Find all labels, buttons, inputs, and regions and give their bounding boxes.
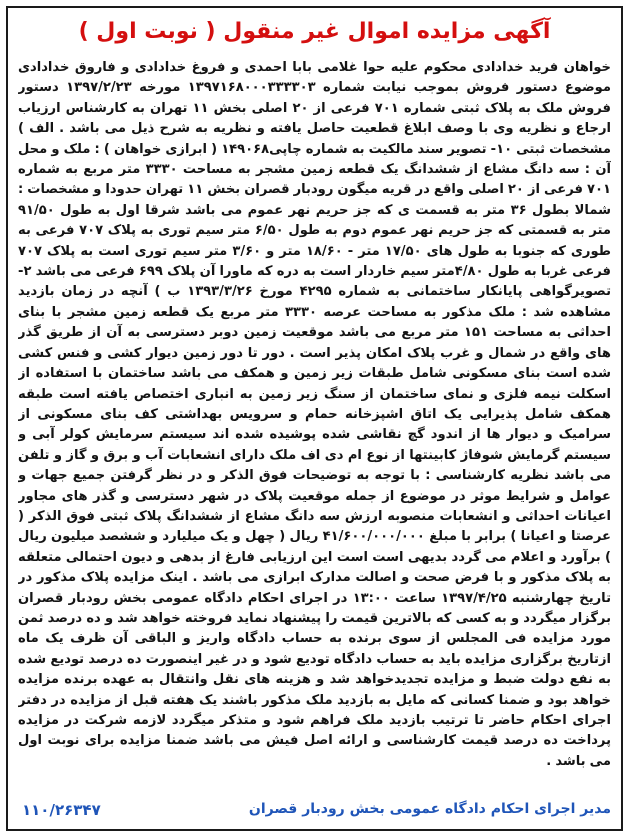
notice-frame <box>6 6 623 831</box>
reference-number: ۱۱۰/۲۶۳۴۷ <box>22 801 101 819</box>
notice-title: آگهی مزایده اموال غیر منقول ( نوبت اول ) <box>78 19 551 44</box>
notice-body: خواهان فرید خدادادی محکوم علیه حوا غلامی بابا احمدی و فروغ خدادادی و فاروق خدادادی موضوع دستور فروش بموجب نیابت شماره ۱۳۹۷۱۶۸۰۰۰۳۳۳۳۰۳ مورخه ۱۳۹۷/۲/۲۳ دستور فروش ملک به پلاک ثبتی شماره ۷۰۱ فرعی از ۲۰ اصلی بخش ۱۱ تهران به کارشناس ارزیاب ارجاع و نظریه وی با وصف ابلاغ قطعیت حاصل یافته و نظریه به شرح ذیل می باشد . الف ) مشخصات ثبتی ۱۰- تصویر سند مالکیت به شماره چاپی۱۴۹۰۶۸ ( ابرازی خواهان ) : ملک و محل آن : سه دانگ مشاع از ششدانگ یک قطعه زمین مشجر به مساحت ۳۳۳۰ متر مربع به شماره ۷۰۱ فرعی از ۲۰ اصلی واقع در قریه میگون رودبار قصران بخش ۱۱ تهران حدودا و مشخصات : شمالا بطول ۳۶ متر به قسمت ی که جز حریم نهر عموم می باشد شرقا اول به طول ۹۱/۵۰ متر به قسمتی که جز حریم نهر عموم دوم به طول ۶/۵۰ متر سیم توری به پلاک ۷۰۷ فرعی به طوری که جنوبا به طول های ۱۷/۵۰ متر - ۱۸/۶۰ متر و ۳/۶۰ متر سیم توری است به پلاک ۷۰۷ فرعی غربا به طول ۴/۸۰متر سیم خاردار است به دره که ماورا آن پلاک ۶۹۹ فرعی می باشد ۲- تصویرگواهی پایانکار ساختمانی به شماره ۴۲۹۵ مورخ ۱۳۹۳/۳/۲۶ ب ) آنچه در زمان بازدید مشاهده شد : ملک مذکور به مساحت عرصه ۳۳۳۰ متر مربع یک قطعه زمین مشجر با بنای احداثی به مساحت ۱۵۱ متر مربع می باشد موقعیت زمین دوبر دسترسی به آن از طریق گذر های واقع در شمال و غرب پلاک امکان پذیر است . دور تا دور زمین دیوار کشی و فنس کشی شده است بنای مسکونی شامل طبقات زیر زمین و همکف می باشد ساختمان با استفاده از اسکلت نیمه فلزی و نمای ساختمان از سنگ زیر زمین به انباری اختصاص یافته است طبقه همکف شامل پذیرایی یک اتاق اشپزخانه حمام و سرویس بهداشتی کف بنای مسکونی از سرامیک و دیوار ها از اندود گچ نقاشی شده پوشیده شده اند سیستم سرمایش کولر آبی و سیستم گرمایش شوفاژ کابینتها از نوع ام دی اف ملک دارای انشعابات آب و برق و گاز و تلفن می باشد نظریه کارشناسی : با توجه به توضیحات فوق الذکر و در نظر گرفتن جمیع جهات و عوامل و شرایط موثر در موضوع از جمله موقعیت پلاک در شهر دسترسی و گذر های مجاور اعیانات احداثی و انشعابات منصوبه ارزش سه دانگ مشاع از ششدانگ پلاک ثبتی فوق الذکر ( عرصتا و اعیانا ) برابر با مبلغ ۴۱/۶۰۰/۰۰۰/۰۰۰ ریال ( چهل و یک میلیارد و ششصد میلیون ریال ) برآورد و اعلام می گردد بدیهی است است این ارزیابی فارغ از بدهی و دیون احتمالی متعلقه به پلاک مذکور و با فرض صحت و اصالت مدارک ابرازی می باشد . اینک مزایده پلاک مذکور در تاریخ چهارشنبه ۱۳۹۷/۴/۲۵ ساعت ۱۳:۰۰ در اجرای احکام دادگاه عمومی بخش رودبار قصران برگزار میگردد و به کسی که بالاترین قیمت را پیشنهاد نماید فروخته خواهد شد و ده درصد ثمن مورد مزایده فی المجلس از سوی برنده به حساب دادگاه واریز و الباقی آن ظرف یک ماه ازتاریخ برگزاری مزایده باید به حساب دادگاه تودیع شود و در غیر اینصورت ده درصد تودیع شده به نفع دولت ضبط و مزایده تجدیدخواهد شد و هزینه های نقل وانتقال به عهده برنده مزایده خواهد بود و ضمنا کسانی که مایل به بازدید ملک مذکور باشند یک هفته قبل از مزایده در دفتر اجرای احکام حاضر تا ترتیب بازدید ملک فراهم شود و متذکر میگردد لازمه شرکت در مزایده پرداخت ده درصد قیمت کارشناسی و ارائه اصل فیش می باشد ضمنا مزایده برای نوبت اول می باشد . <box>18 60 611 769</box>
signature-line: مدیر اجرای احکام دادگاه عمومی بخش رودبار قصران <box>248 801 611 817</box>
